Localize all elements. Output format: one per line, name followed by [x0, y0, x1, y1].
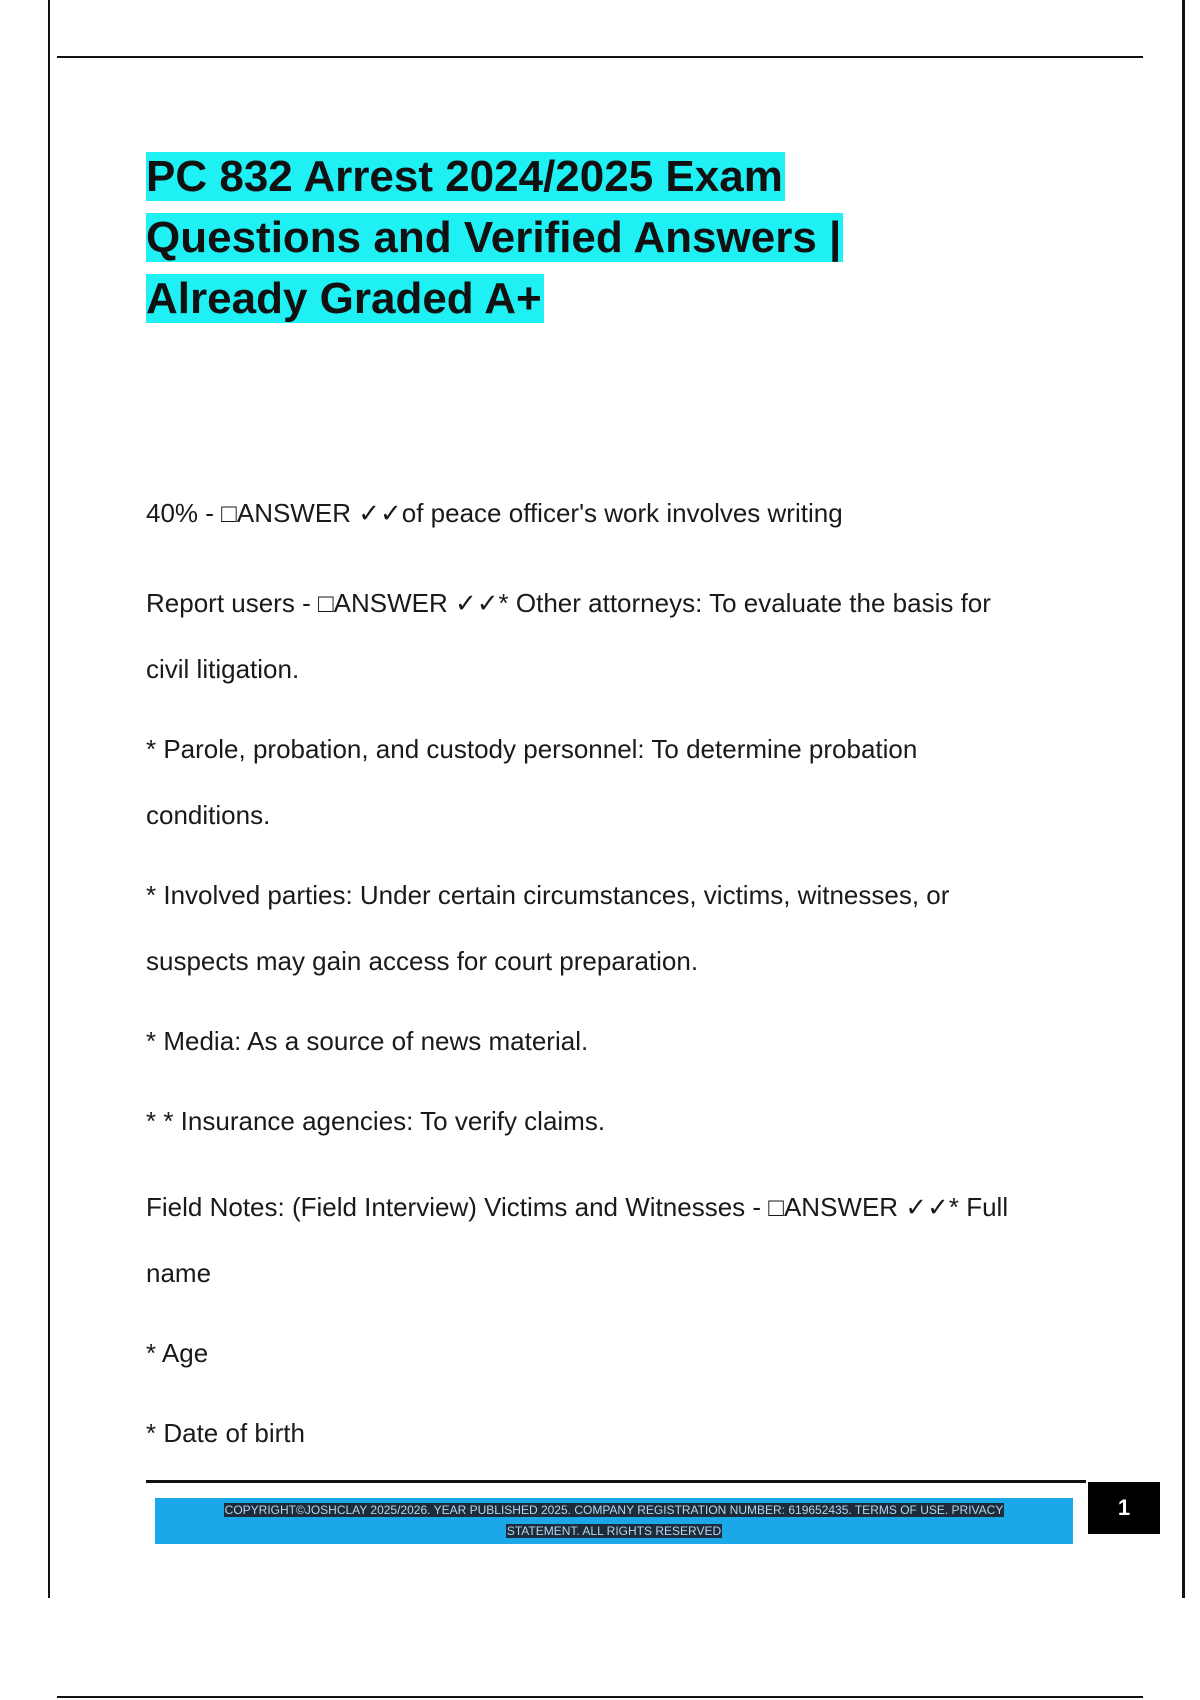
body-line: conditions. [146, 800, 271, 830]
bullet-age: * Age [146, 1338, 209, 1368]
qa-item-field-notes: Field Notes: (Field Interview) Victims and Witnesses - □ANSWER ✓✓* Full [146, 1192, 1009, 1222]
qa-item-report-users: Report users - □ANSWER ✓✓* Other attorneys: To evaluate the basis for [146, 588, 991, 618]
bullet-insurance: * * Insurance agencies: To verify claims. [146, 1106, 606, 1136]
next-page-rule [57, 1696, 1143, 1698]
copyright-line: COPYRIGHT©JOSHCLAY 2025/2026. YEAR PUBLISHED 2025. COMPANY REGISTRATION NUMBER: 619652435. TERMS OF USE. PRIVACY [224, 1503, 1004, 1517]
page-left-border [48, 0, 50, 1598]
bullet-parole: * Parole, probation, and custody personnel: To determine probation [146, 734, 918, 764]
page-right-border [1182, 0, 1185, 1598]
bullet-media: * Media: As a source of news material. [146, 1026, 589, 1056]
document-title [146, 146, 843, 329]
header-rule [57, 56, 1143, 58]
title-line: Already Graded A+ [146, 274, 542, 323]
bullet-involved-parties: * Involved parties: Under certain circumstances, victims, witnesses, or [146, 880, 950, 910]
body-line: name [146, 1258, 212, 1288]
body-line: suspects may gain access for court preparation. [146, 946, 699, 976]
copyright-line: STATEMENT. ALL RIGHTS RESERVED [506, 1524, 722, 1538]
bullet-date-of-birth: * Date of birth [146, 1418, 305, 1448]
copyright-notice [155, 1500, 1073, 1542]
document-body [146, 480, 1106, 1466]
title-line: Questions and Verified Answers | [146, 213, 842, 262]
footer-rule [146, 1480, 1086, 1483]
body-line: civil litigation. [146, 654, 300, 684]
qa-item-40-percent: 40% - □ANSWER ✓✓of peace officer's work involves writing [146, 498, 843, 528]
title-line: PC 832 Arrest 2024/2025 Exam [146, 152, 783, 201]
page-number: 1 [1088, 1482, 1160, 1534]
